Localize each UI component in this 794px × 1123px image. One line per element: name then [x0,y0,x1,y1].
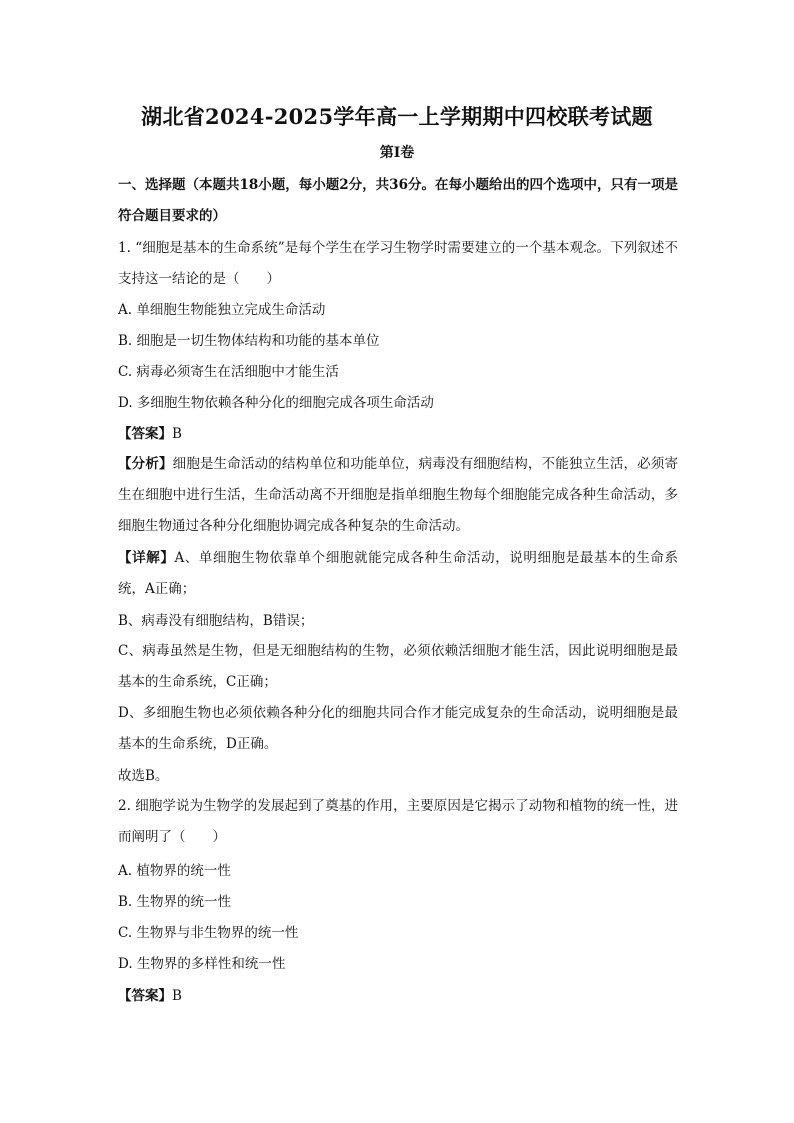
question-1-stem: 1. “细胞是基本的生命系统”是每个学生在学习生物学时需要建立的一个基本观念。下列叙述不支持这一结论的是（ ） [118,240,678,287]
section-heading: 一、选择题（本题共18小题，每小题2分，共36分。在每小题给出的四个选项中，只有一项是符合题目要求的） [118,177,678,224]
question-2-option-a: A. 植物界的统一性 [118,863,231,879]
question-1-detail-b: B、病毒没有细胞结构，B错误； [118,613,314,629]
question-1-detail-c: C、病毒虽然是生物，但是无细胞结构的生物，必须依赖活细胞才能生活，因此说明细胞是最基本的生命系统，C正确； [118,643,678,690]
analysis-tag: 【分析】 [118,456,173,472]
question-2-option-b: B. 生物界的统一性 [118,894,232,910]
question-1-analysis [118,449,678,542]
question-1-option-a: A. 单细胞生物能独立完成生命活动 [118,302,326,318]
question-2-option-d: D. 生物界的多样性和统一性 [118,956,286,972]
question-2-stem: 2. 细胞学说为生物学的发展起到了奠基的作用，主要原因是它揭示了动物和植物的统一性，进而阐明了（ ） [118,798,678,845]
question-2-answer [118,985,678,1007]
question-1-conclusion: 故选B。 [118,768,169,784]
detail-a-text: A、单细胞生物依靠单个细胞就能完成各种生命活动，说明细胞是最基本的生命系统，A正确； [118,550,678,597]
answer-tag: 【答案】 [118,988,172,1004]
question-2-option-c: C. 生物界与非生物界的统一性 [118,925,299,941]
analysis-text: 细胞是生命活动的结构单位和功能单位，病毒没有细胞结构，不能独立生活，必须寄生在细胞中进行生活，生命活动离不开细胞是指单细胞生物每个细胞能完成各种生命活动，多细胞生物通过各种分化细胞协调完成各种复杂的生命活动。 [118,456,679,534]
question-1-option-d: D. 多细胞生物依赖各种分化的细胞完成各项生命活动 [118,395,434,411]
question-1-detail-a [118,543,678,605]
answer-value: B [172,988,182,1004]
question-1-option-c: C. 病毒必须寄生在活细胞中才能生活 [118,364,339,380]
question-1-detail-d: D、多细胞生物也必须依赖各种分化的细胞共同合作才能完成复杂的生命活动，说明细胞是最基本的生命系统，D正确。 [118,705,678,752]
volume-label: 第I卷 [379,145,415,161]
detail-tag: 【详解】 [118,550,175,566]
document-title: 湖北省2024-2025学年高一上学期期中四校联考试题 [141,104,653,129]
question-1-answer [118,423,678,445]
question-1-option-b: B. 细胞是一切生物体结构和功能的基本单位 [118,333,380,349]
answer-value: B [172,426,182,442]
answer-tag: 【答案】 [118,426,172,442]
